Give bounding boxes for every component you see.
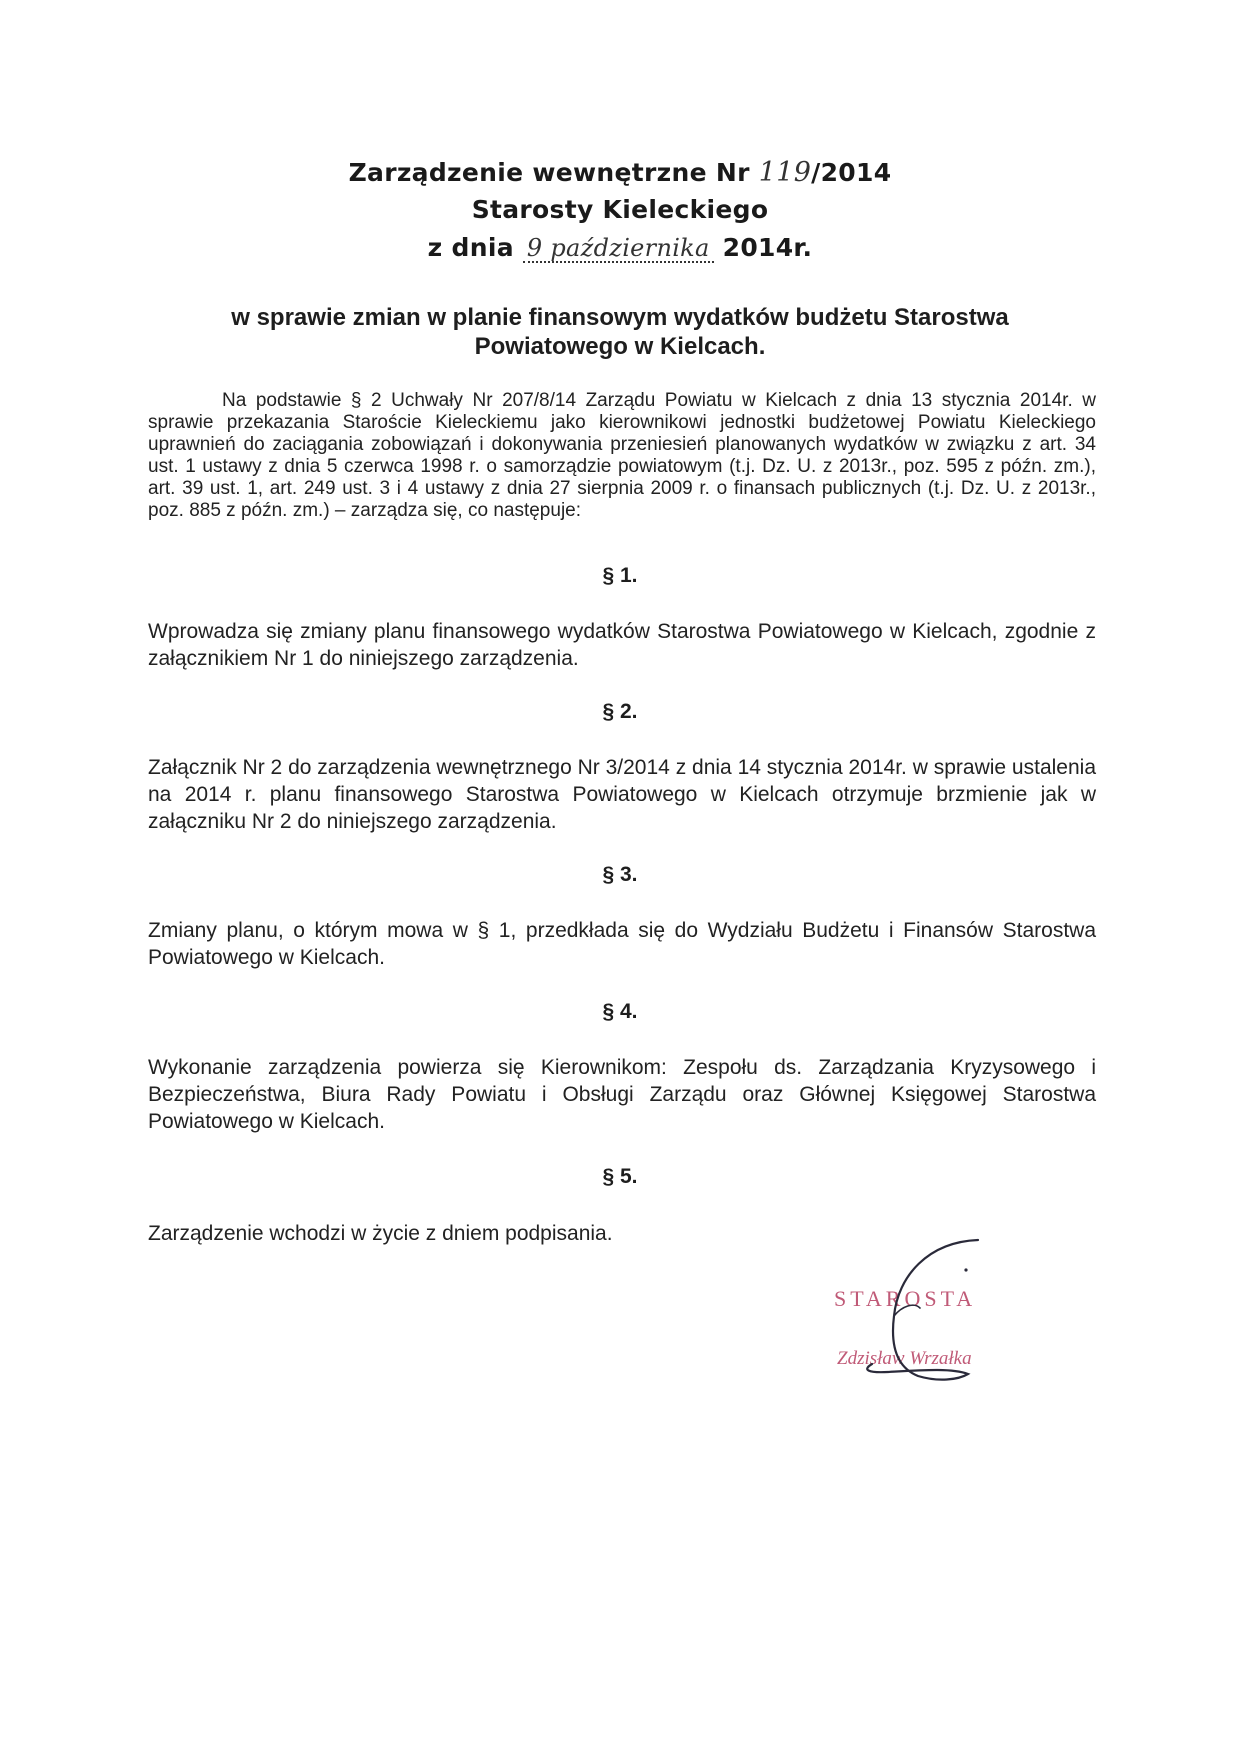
section-mark-4: § 4. bbox=[602, 1000, 638, 1023]
section-mark-3: § 3. bbox=[602, 863, 638, 886]
section-text-3: Zmiany planu, o którym mowa w § 1, przedkłada się do Wydziału Budżetu i Finansów Starostwa Powiatowego w Kielcach. bbox=[148, 919, 1096, 969]
handwritten-order-number: 119 bbox=[758, 157, 812, 188]
order-year: /2014 bbox=[811, 158, 892, 187]
section-text-4: Wykonanie zarządzenia powierza się Kierownikom: Zespołu ds. Zarządzania Kryzysowego i Bezpieczeństwa, Biura Rady Powiatu i Obsługi Zarządu oraz Głównej Księgowej Starostwa Powiatowego w Kielcach. bbox=[148, 1056, 1096, 1133]
starosta-stamp bbox=[828, 1236, 1028, 1396]
stamp-name: Zdzisław Wrzałka bbox=[837, 1348, 972, 1369]
date-line bbox=[0, 233, 1240, 263]
date-prefix: z dnia bbox=[427, 233, 514, 262]
section-text-5: Zarządzenie wchodzi w życie z dniem podpisania. bbox=[148, 1222, 613, 1245]
section-mark-5: § 5. bbox=[602, 1165, 638, 1188]
section-text-1: Wprowadza się zmiany planu finansowego wydatków Starostwa Powiatowego w Kielcach, zgodnie z załącznikiem Nr 1 do niniejszego zarządzenia. bbox=[148, 620, 1096, 670]
section-text-2: Załącznik Nr 2 do zarządzenia wewnętrznego Nr 3/2014 z dnia 14 stycznia 2014r. w sprawie ustalenia na 2014 r. planu finansowego Starostwa Powiatowego w Kielcach otrzymuje brzmienie jak w załączniku Nr 2 do niniejszego zarządzenia. bbox=[148, 756, 1096, 833]
date-year: 2014r. bbox=[722, 233, 813, 262]
order-title: Zarządzenie wewnętrzne Nr bbox=[348, 158, 750, 187]
handwritten-date: 9 października bbox=[523, 235, 714, 263]
section-mark-1: § 1. bbox=[602, 564, 638, 587]
section-mark-2: § 2. bbox=[602, 700, 638, 723]
order-number-line bbox=[0, 157, 1240, 188]
handwritten-signature bbox=[828, 1236, 1028, 1396]
stamp-title: STAROSTA bbox=[834, 1286, 977, 1311]
legal-basis bbox=[148, 390, 1096, 522]
issuer-line: Starosty Kieleckiego bbox=[471, 195, 769, 224]
legal-basis-text: Na podstawie § 2 Uchwały Nr 207/8/14 Zarządu Powiatu w Kielcach z dnia 13 stycznia 2014r. w sprawie przekazania Staroście Kieleckiemu jako kierownikowi jednostki budżetowej Powiatu Kieleckiego uprawnień do zaciągania zobowiązań i dokonywania przeniesień planowanych wydatków w związku z art. 34 ust. 1 ustawy z dnia 5 czerwca 1998 r. o samorządzie powiatowym (t.j. Dz. U. z 2013r., poz. 595 z późn. zm.), art. 39 ust. 1, art. 249 ust. 3 i 4 ustawy z dnia 27 sierpnia 2009 r. o finansach publicznych (t.j. Dz. U. z 2013r., poz. 885 z późn. zm.) – zarządza się, co następuje: bbox=[148, 390, 1096, 521]
document-subject: w sprawie zmian w planie finansowym wydatków budżetu Starostwa Powiatowego w Kielcach. bbox=[231, 304, 1009, 360]
